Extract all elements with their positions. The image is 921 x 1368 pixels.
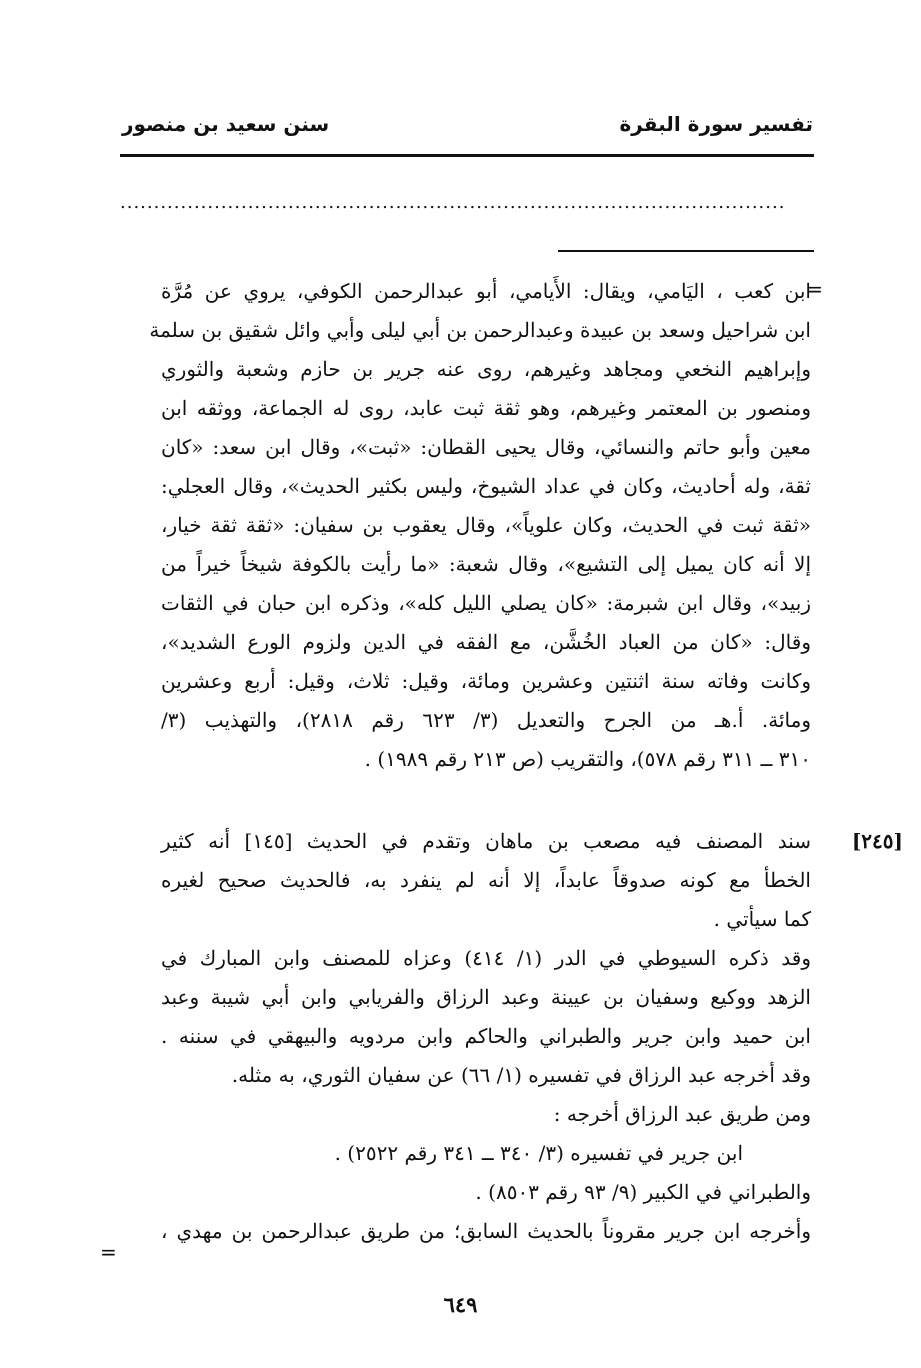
commentary-line: الخطأ مع كونه صدوقاً عابداً، إلا أنه لم ينفرد به، فالحديث صحيح لغيره: [161, 868, 811, 892]
footnote-line: معين وأبو حاتم والنسائي، وقال يحيى القطان: «ثبت»، وقال ابن سعد: «كان: [161, 435, 811, 459]
dotted-separator: ...................................................................................................: [120, 196, 786, 210]
footnote-line: ابن كعب ، اليَامي، ويقال: الأَيامي، أبو عبدالرحمن الكوفي، يروي عن مُرَّة: [161, 279, 811, 303]
commentary-line: والطبراني في الكبير (٩/ ٩٣ رقم ٨٥٠٣) .: [475, 1180, 811, 1204]
footnote-line: إلا أنه كان يميل إلى التشيع»، وقال شعبة: «ما رأيت بالكوفة شيخاً خيراً من: [161, 552, 811, 576]
commentary-line: الزهد ووكيع وسفيان بن عيينة وعبد الرزاق والفريابي وابن أبي شيبة وعبد: [161, 985, 811, 1009]
footnote-line: وكانت وفاته سنة اثنتين وعشرين ومائة، وقيل: ثلاث، وقيل: أربع وعشرين: [161, 669, 811, 693]
footnote-line: وقال: «كان من العباد الخُشَّن، مع الفقه في الدين ولزوم الورع الشديد»،: [161, 630, 811, 654]
footnote-line: ابن شراحيل وسعد بن عبيدة وعبدالرحمن بن أبي ليلى وأبي وائل شقيق بن سلمة: [149, 318, 811, 342]
footnote-separator-rule: [558, 250, 814, 252]
page-number: ٦٤٩: [443, 1292, 478, 1317]
commentary-line: ابن حميد وابن جرير والطبراني والحاكم وابن مردويه والبيهقي في سننه .: [161, 1024, 811, 1048]
footnote-line: ٣١٠ ــ ٣١١ رقم ٥٧٨)، والتقريب (ص ٢١٣ رقم ١٩٨٩) .: [364, 747, 811, 771]
hadith-number: [٢٤٥]: [851, 829, 903, 853]
footnote-line: ومائة. أ.هـ من الجرح والتعديل (٣/ ٦٢٣ رقم ٢٨١٨)، والتهذيب (٣/: [161, 708, 811, 732]
commentary-line: ابن جرير في تفسيره (٣/ ٣٤٠ ــ ٣٤١ رقم ٢٥٢٢) .: [334, 1141, 743, 1165]
commentary-line: وقد ذكره السيوطي في الدر (١/ ٤١٤) وعزاه للمصنف وابن المبارك في: [161, 946, 811, 970]
running-head-book-title: سنن سعيد بن منصور: [122, 112, 330, 136]
commentary-line: وقد أخرجه عبد الرزاق في تفسيره (١/ ٦٦) عن سفيان الثوري، به مثله.: [231, 1063, 811, 1087]
footnote-continuation-mark: =: [806, 277, 823, 301]
footnote-text-block: [149, 272, 811, 779]
footnote-line: زبيد»، وقال ابن شبرمة: «كان يصلي الليل كله»، وذكره ابن حبان في الثقات: [161, 591, 811, 615]
running-head-surah-title: تفسير سورة البقرة: [619, 112, 813, 136]
commentary-line: سند المصنف فيه مصعب بن ماهان وتقدم في الحديث [١٤٥] أنه كثير: [161, 829, 811, 853]
footnote-line: ومنصور بن المعتمر وغيرهم، وهو ثقة ثبت عابد، روى له الجماعة، ووثقه ابن: [161, 396, 811, 420]
header-rule: [120, 154, 814, 157]
commentary-line: وأخرجه ابن جرير مقروناً بالحديث السابق؛ من طريق عبدالرحمن بن مهدي ،: [161, 1219, 811, 1243]
commentary-line: ومن طريق عبد الرزاق أخرجه :: [553, 1102, 811, 1126]
hadith-commentary-block: [161, 822, 811, 1251]
footnote-line: وإبراهيم النخعي ومجاهد وغيرهم، روى عنه جرير بن حازم وشعبة والثوري: [161, 357, 811, 381]
footnote-line: «ثقة ثبت في الحديث، وكان علوياً»، وقال يعقوب بن سفيان: «ثقة ثقة خيار،: [161, 513, 811, 537]
commentary-continuation-mark: =: [100, 1240, 117, 1264]
footnote-line: ثقة، وله أحاديث، وكان في عداد الشيوخ، وليس بكثير الحديث»، وقال العجلي:: [161, 474, 811, 498]
commentary-line: كما سيأتي .: [713, 907, 811, 931]
